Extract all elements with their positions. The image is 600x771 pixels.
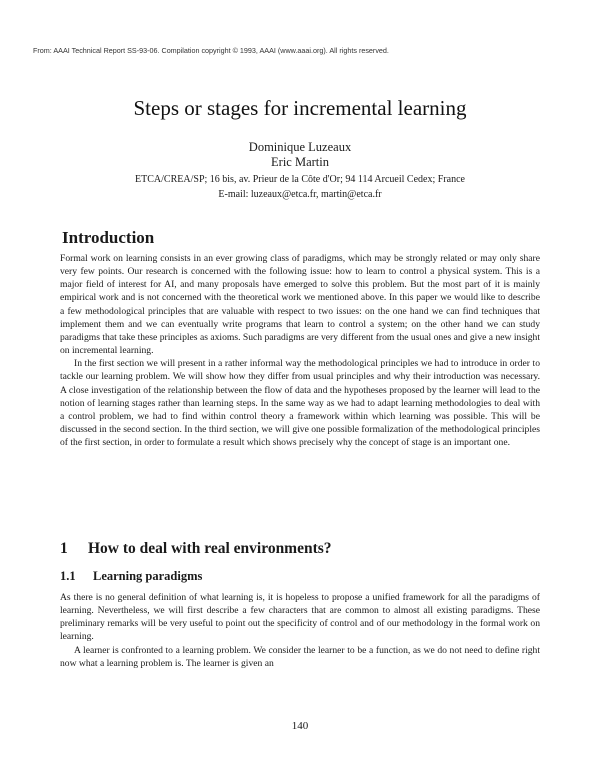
author-name: Dominique Luzeaux [248, 140, 352, 154]
subsection-number: 1.1 [60, 569, 76, 583]
affiliation: ETCA/CREA/SP; 16 bis, av. Prieur de la Côte d'Or; 94 114 Arcueil Cedex; France [135, 174, 465, 185]
subsection-title: Learning paradigms [93, 569, 203, 583]
section-title: How to deal with real environments? [88, 540, 332, 557]
paragraph: Formal work on learning consists in an ever growing class of paradigms, which may be strongly related or may only share very few points. Our research is concerned with the following issue: how to learn to control a physical system. This is a major field of interest for AI, and many proposals have emerged to solve this problem. But the most part of it is mainly empirical work and is not concerned with the theoretical work we mentioned above. In this paper we would like to describe a few methodological principles that are valuable with respect to two issues: on the one hand we can find techniques that implement them and we can eventually write programs that learn to control a system; on the other hand we can study paradigms that take these principles as axioms. Such paradigms are very different from the usual ones and give a new insight on incremental learning. [60, 253, 540, 357]
page-number: 140 [291, 720, 309, 732]
copyright-notice: From: AAAI Technical Report SS-93-06. Compilation copyright © 1993, AAAI (www.aaai.org). All rights reserved. [33, 46, 389, 55]
introduction-heading: Introduction [62, 228, 155, 247]
subsection-body [60, 591, 540, 670]
subsection-heading [60, 569, 202, 584]
author-name: Eric Martin [271, 155, 329, 169]
section-number: 1 [60, 540, 68, 557]
introduction-body [60, 252, 540, 449]
paper-title: Steps or stages for incremental learning [133, 96, 467, 120]
section-heading [60, 540, 332, 558]
paragraph: As there is no general definition of what learning is, it is hopeless to propose a unified framework for all the paradigms of learning. Nevertheless, we will first describe a few characters that are common to almost all existing paradigms. These preliminary remarks will be very useful to point out the specificity of control and of our methodology in the formal work on learning. [60, 592, 540, 643]
paragraph: In the first section we will present in a rather informal way the methodological principles we had to introduce in order to tackle our learning problem. We will show how they differ from usual principles and why their introduction was necessary. A close investigation of the relationship between the flow of data and the hypotheses proposed by the learner will lead to the notion of learning stages rather than learning steps. In the same way as we had to adapt learning methodologies to deal with a control problem, we had to find within control theory a framework within which learning was possible. This will be discussed in the second section. In the third section, we will give one possible formalization of the methodological principles of the first section, in order to formulate a result which shows precisely why the concept of stage is an important one. [60, 358, 540, 449]
email-line: E-mail: luzeaux@etca.fr, martin@etca.fr [218, 189, 382, 200]
paragraph: A learner is confronted to a learning problem. We consider the learner to be a function, as we do not need to define right now what a learning problem is. The learner is given an [60, 644, 540, 669]
